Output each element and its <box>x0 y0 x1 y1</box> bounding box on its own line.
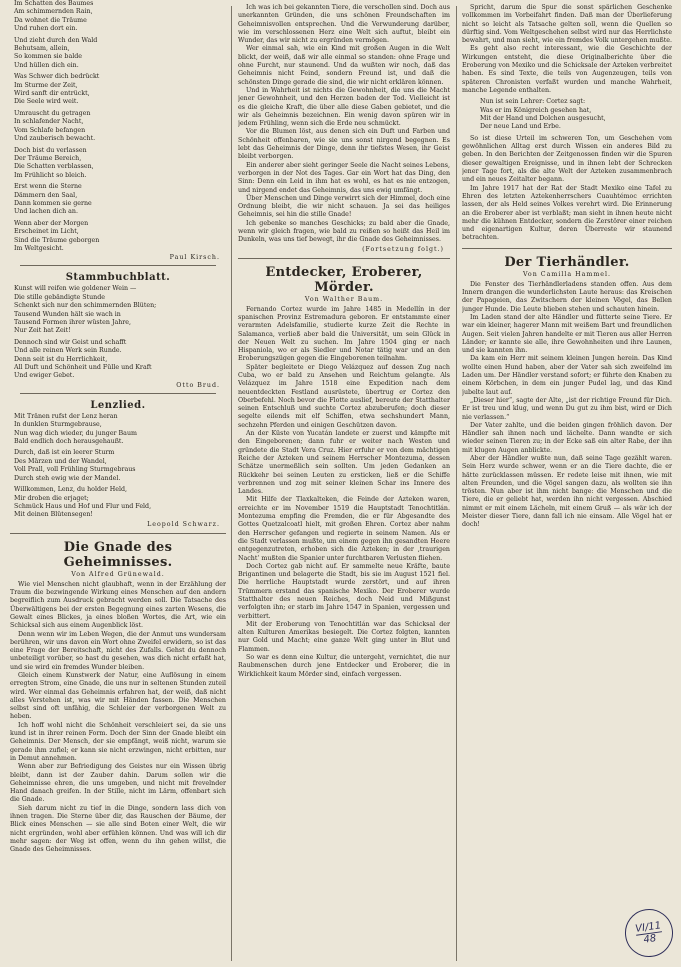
article-byline: Von Alfred Grünewald. <box>71 570 165 578</box>
poem-author: Leopold Schwarz. <box>147 520 220 528</box>
paragraph: Ich hoff wohl nicht die Schönheit verschleiert sei, da sie uns kund ist in ihrer reinen Form. Doch der Sinn der Gnade bleibt ein Geheimnis. Der Mensch, der sie empfängt, weiß nicht, warum sie gerade ihm zufiel; er kann sie nicht erzwingen, nicht erbitten, nur in Demut annehmen. <box>10 721 226 762</box>
poem-stanza: Was Schwer dich bedrückt Im Sturme der Zeit, Wird sanft dir entrückt, Die Seele wird weit. <box>14 73 100 106</box>
column-rule <box>456 6 457 961</box>
poem-stanza: Willkommen, Lenz, du holder Held, Mir droben die erjaget; Schmück Haus und Hof und Flur und Feld, Mit deinen Blütensegen! <box>14 486 152 519</box>
poem-stanza: Im Schatten des Baumes Am schimmernden Rain, Da wohnet die Träume Und ruhen dort ein. <box>14 0 94 33</box>
article-tierhaendler <box>462 255 672 530</box>
paragraph: Wer einmal sah, wie ein Kind mit großen Augen in die Welt blickt, der weiß, daß wir alle einmal so standen: ohne Frage und ohne Furcht, nur staunend. Und da wußten wir noch, daß das Geheimnis nicht Feind, sondern Freund ist, und daß die schönsten Dinge gerade die sind, die wir nicht erklären können. <box>238 45 450 86</box>
quoted-verse: Nun ist sein Lehrer: Cortez sagt: Was er im Königreich gesehen hat, Mit der Hand und Dolchen ausgesucht, Der neue Land und Erbe. <box>480 98 606 131</box>
divider <box>238 258 450 259</box>
paragraph: Gleich einem Kunstwerk der Natur, eine Auflösung in einem erregten Strom, eine Gnade, die uns nur in seltenen Stunden zuteil wird. Wer einmal das Geheimnis erfahren hat, der weiß, daß nicht alles Verstehen ist, was wir mit Händen fassen. Die Menschen selbst sind oft unfähig, die Schleier der verborgenen Welt zu heben. <box>10 671 226 721</box>
paragraph: Fernando Cortez wurde im Jahre 1485 in Medellín in der spanischen Provinz Estremadura geboren. Er entstammte einer verarmten Adelsfamilie, studierte kurze Zeit die Rechte in Salamanca, verließ aber bald die Universität, um sein Glück in der Neuen Welt zu suchen. Im Jahre 1504 ging er nach Hispaniola, wo er als Siedler und Notar tätig war und an den Eroberungszügen gegen die Eingeborenen teilnahm. <box>238 305 450 363</box>
column-middle <box>238 0 450 967</box>
paragraph: Ich was ich bei gekannten Tiere, die verschollen sind. Doch aus unerkannten Gründen, die uns schönen Freundschaften im Geheimnisvollen entsprechen. Und die Verwunderung darüber, wie im verschlossenen Herz eine Welt sich auftut, bleibt ein Wunder, das wir nicht zu ergründen vermögen. <box>238 4 450 45</box>
paragraph: Wie viel Menschen nicht glaubhaft, wenn in der Erzählung der Traum die bezwingende Wirkung eines Menschen auf den andern begreiflich zum Ausdruck gebracht werden soll. Die Tatsache des Überwältigens bei der ersten Begegnung eines zarten Wesens, die Gewalt eines Blickes, ja eines bloßen Wortes, die Art, wie ein Schicksal sich aus einem Augenblick löst. <box>10 580 226 630</box>
article-entdecker <box>238 265 450 679</box>
divider <box>10 533 226 534</box>
poem-stanza: Erst wenn die Sterne Dämmern den Saal, Dann kommen sie gerne Und lachen dich an. <box>14 183 92 216</box>
stamp-line: VI/11 <box>634 919 662 935</box>
paragraph: Vor die Blumen löst, aus denen sich ein Duft und Farben und Schönheit offenbaren, wie sie uns sonst nirgend begegnen. Es lebt das Geheimnis der Dinge, denn ihr tiefstes Wesen, ihr Geist bleibt verborgen. <box>238 128 450 161</box>
paragraph: Später begleitete er Diego Velázquez auf dessen Zug nach Cuba, wo er bald zu Ansehen und Reichtum gelangte. Als Velázquez im Jahre 1518 eine Expedition nach dem neuentdeckten Festland ausrüstete, übertrug er Cortez den Oberbefehl. Noch bevor die Flotte auslief, bereute der Statthalter seinen Entschluß und suchte Cortez abzuberufen; doch dieser segelte eilends mit elf Schiffen, etwa sechshundert Mann, sechzehn Pferden und einigen Geschützen davon. <box>238 363 450 429</box>
poem-stanza: Mit Tränen rufst der Lenz heran In dunklen Sturmgebrause, Nun wag dich wieder, du junger Baum Bald endlich doch herausgehaußt. <box>14 412 137 446</box>
paragraph: Und in Wahrheit ist nichts die Gewohnheit, die uns die Macht jener Gewohnheit, und den Herzen baden der Tod. Vielleicht ist es die gleiche Kraft, die über alle diese Gaben gebietet, und die wir als Geheimnis bezeichnen. Ein wenig davon spüren wir in jedem Frühling, wenn sich die Erde neu schmückt. <box>238 86 450 128</box>
poem-stammbuchblatt <box>10 272 226 388</box>
paragraph: Im Jahre 1917 hat der Rat der Stadt Mexiko eine Tafel zu Ehren des letzten Aztekenherrschers Cuauhtémoc errichten lassen, der als Held seines Volkes verehrt wird. Die Erinnerung an die Eroberer aber ist verblaßt; man sieht in ihnen heute nicht mehr die kühnen Entdecker, sondern die Zerstörer einer reichen und eigenartigen Kultur, deren Überreste wir staunend betrachten. <box>462 184 672 242</box>
paragraph: Wenn aber zur Befriedigung des Geistes nur ein Wissen übrig bleibt, dann ist der Zauber dahin. Darum sollen wir die Geheimnisse ehren, die uns umgeben, und nicht mit frevelnder Hand danach greifen. In der Stille, nicht im Lärm, offenbart sich die Gnade. <box>10 763 226 804</box>
paragraph: Ein anderer aber sieht geringer Seele die Nacht seines Lebens, verborgen in der Not des Tages. Gar ein Wort hat das Ding, den Sinn: Denn ein Leid in ihm hat es wohl, es hat es nie entzogen, und nirgend endet das Geheimnis, das uns ewig umfängt. <box>238 161 450 194</box>
paragraph: Aber der Händler wußte nun, daß seine Tage gezählt waren. Sein Herz wurde schwer, wenn er an die Tiere dachte, die er hätte zurücklassen müssen. Er redete leise mit ihnen, wie mit alten Freunden, und die Vögel sangen dazu, als wollten sie ihn trösten. Nun aber ist ihm nicht bange: die Menschen und die Tiere, die er geliebt hat, werden ihn nicht vergessen. Abschied nimmt er mit einem Lächeln, mit einem Gruß — als wär ich der Meister dieser Tiere, dann fall ich nie einsam. Alle Vögel hat er doch! <box>462 454 672 529</box>
divider <box>20 393 216 394</box>
column-left <box>10 0 226 967</box>
paragraph: Doch Cortez gab nicht auf. Er sammelte neue Kräfte, baute Brigantinen und belagerte die Stadt, bis sie im August 1521 fiel. Die herrliche Hauptstadt wurde zerstört, und auf ihren Trümmern erstand das spanische Mexiko. Der Eroberer wurde Statthalter des neuen Reiches, doch Neid und Mißgunst verfolgten ihn; er starb im Jahre 1547 in Spanien, vergessen und verbittert. <box>238 562 450 620</box>
article-headline: Die Gnade des Geheimnisses. <box>63 539 173 570</box>
poem-title: Stammbuchblatt. <box>65 272 171 284</box>
paragraph: An der Küste von Yucatán landete er zuerst und kämpfte mit den Eingeborenen; dann fuhr er weiter nach Westen und gründete die Stadt Vera Cruz. Hier erfuhr er von dem mächtigen Reiche der Azteken und seinem Herrscher Montezuma, dessen Schätze unermeßlich sein sollten. Um jeden Gedanken an Rückkehr bei seinen Leuten zu ersticken, ließ er die Schiffe verbrennen und zog mit seiner kleinen Schar ins Innere des Landes. <box>238 430 450 496</box>
paragraph: Mit Hilfe der Tlaxkalteken, die Feinde der Azteken waren, erreichte er im November 1519 die Hauptstadt Tenochtitlán. Montezuma empfing die Fremden, die er für Abgesandte des Gottes Quetzalcoatl hielt, mit großen Ehren. Cortez aber nahm den Herrscher gefangen und regierte in seinem Namen. Als er die Stadt verlassen mußte, um einem gegen ihn gesandten Heere entgegenzutreten, erhoben sich die Azteken; in der ‚traurigen Nacht‘ mußten die Spanier unter furchtbaren Verlusten fliehen. <box>238 496 450 562</box>
story-gnade <box>10 540 226 855</box>
paragraph: Der Vater zahlte, und die beiden gingen fröhlich davon. Der Händler sah ihnen nach und lächelte. Dann wandte er sich wieder seinen Tieren zu; in der Ecke saß ein alter Rabe, der ihn mit klugen Augen anblickte. <box>462 421 672 454</box>
paragraph: So war es denn eine Kultur, die untergeht, vernichtet, die nur Raubmenschen durch jene Entdecker und Eroberer, die in Wirklichkeit kaum Mörder sind, einfach vergessen. <box>238 654 450 678</box>
article-byline: Von Camilla Hammel. <box>522 270 612 278</box>
poem-stanza: Durch, daß ist ein leerer Sturm Des Märzen und der Wandel, Voll Prall, voll Frühling Sturmgebraus Durch steh ewig wie der Mandel. <box>14 449 136 482</box>
poem-traeume <box>10 0 226 261</box>
paragraph: Im Laden stand der alte Händler und fütterte seine Tiere. Er war ein kleiner, hagerer Mann mit weißem Bart und freundlichen Augen. Seit vielen Jahren handelte er mit Tieren aus aller Herren Länder; er kannte sie alle, ihre Gewohnheiten und ihre Launen, und sie kannten ihn. <box>462 313 672 355</box>
continuation-note: (Fortsetzung folgt.) <box>362 245 444 253</box>
article-entdecker-continued <box>462 4 672 243</box>
paragraph: Denn wenn wir im Leben Wegen, die der Anmut uns wundersam berühren, wir uns davon ein Wort ohne Zweifel erwidern, so ist das eine Frage der Bereitschaft, nicht des Zufalls. Gehst du dennoch unbeteiligt vorüber, so hast du gesehen, was dich nicht erfaßt hat, und sie wird ein fremdes Wunder bleiben. <box>10 630 226 671</box>
article-byline: Von Walther Baum. <box>304 295 384 303</box>
paragraph: Spricht, darum die Spur die sonst spärlichen Geschenke vollkommen im Vorbeifahrt finden. Daß man der Überlieferung nicht so leicht als Tatsache gelten soll, wenn die Quellen so dürftig sind. Vom Weltgeschehen selbst wird nur das Herrlichste bewahrt, und man sieht, wie ein fremdes Volk untergehen mußte. <box>462 4 672 45</box>
paragraph: Mit der Eroberung von Tenochtitlán war das Schicksal der alten Kulturen Amerikas besiegelt. Die Cortez folgten, kannten nur Gold und Macht; eine ganze Welt ging unter in Blut und Flammen. <box>238 620 450 653</box>
paragraph: Es geht also recht interessant, wie die Geschichte der Wirkungen entsteht, die diese Originalberichte über die Eroberung von Mexiko und die Schicksale der Azteken verbreitet haben. Es sind Texte, die teils von Augenzeugen, teils von späteren Chronisten verfaßt wurden und manche Wahrheit, manche Legende enthalten. <box>462 45 672 94</box>
poem-stanza: Und zieht durch den Wald Behutsam, allein, So kommen sie balde Und hüllen dich ein. <box>14 36 98 69</box>
article-headline: Entdecker, Eroberer, Mörder. <box>265 264 423 295</box>
poem-stanza: Doch bist du verlassen Der Träume Bereich, Die Schatten verblassen, Im Frühlicht so bleich. <box>14 146 94 179</box>
paragraph: So ist diese Urteil im schweren Ton, um Geschehen vom gewöhnlichen Alltag erst durch Wissen ein anderes Bild zu geben. In den Berichten der Zeitgenossen finden wir die Spuren dieser gewaltigen Ereignisse, und in ihnen lebt der Schrecken jener Tage fort, als die alte Welt der Azteken zusammenbrach und ein neues Zeitalter begann. <box>462 134 672 184</box>
column-rule <box>231 6 232 961</box>
paragraph: Da kam ein Herr mit seinem kleinen Jungen herein. Das Kind wollte einen Hund haben, aber der Vater sah sich zweifelnd im Laden um. Der Händler verstand sofort; er führte den Knaben zu einem Körbchen, in dem ein junger Pudel lag, und das Kind jubelte laut auf. <box>462 355 672 396</box>
paragraph: „Dieser hier“, sagte der Alte, „ist der richtige Freund für Dich. Er ist treu und klug, und wenn Du gut zu ihm bist, wird er Dich nie verlassen.“ <box>462 396 672 421</box>
story-gnade-continued <box>238 4 450 253</box>
paragraph: Sieh darum nicht zu tief in die Dinge, sondern lass dich von ihnen tragen. Die Sterne über dir, das Rauschen der Bäume, der Blick eines Menschen — sie alle sind Boten einer Welt, die wir nicht ergründen, wohl aber erfühlen können. Und was will ich dir mehr sagen: der Weg ist offen, wenn du ihn gehen willst, die Gnade des Geheimnisses. <box>10 804 226 854</box>
article-headline: Der Tierhändler. <box>504 254 630 270</box>
paragraph: Über Menschen und Dinge verwirrt sich der Himmel, doch eine Ordnung bleibt, die wir nicht schauen. Ja sei das heiliges Geheimnis, sei hin die stille Gnade! <box>238 194 450 219</box>
poem-stanza: Wenn aber der Morgen Erscheinet im Licht, Sind die Träume geborgen Im Weltgesicht. <box>14 219 100 252</box>
poem-stanza: Dennoch sind wir Geist und schafft Und alle reinen Werk sein Runde. Denn seit ist du Herrlichkeit, All Duft und Schönheit und Fülle und Kraft Und ewiger Gebet. <box>14 338 152 380</box>
poem-author: Otto Brud. <box>176 381 220 389</box>
poem-author: Paul Kirsch. <box>169 254 220 262</box>
stamp-line: 48 <box>642 932 657 946</box>
poem-title: Lenzlied. <box>90 399 146 411</box>
poem-stanza: Kunst will reifen wie goldener Wein — Die stille gebändigte Stunde Schenkt sich nur den schimmernden Blüten; Tausend Wunden hält sie wach in Tausend Formen ihrer wüsten Jahre, Nur Zeit hat Zeit! <box>14 285 157 335</box>
paragraph: Ich gebenke so manches Geschicks; zu bald aber die Gnade, wenn wir gleich fragen, wie bald zu reißen so heißt das Heil im Dunkeln, was uns tief bewegt, ihr die Gnade des Geheimnisses. <box>238 219 450 244</box>
divider <box>20 265 216 266</box>
poem-lenzlied <box>10 400 226 528</box>
poem-stanza: Umrauscht du getragen In schlafender Nacht, Vom Schlafe befangen Und zauberisch bewacht. <box>14 109 96 143</box>
column-right <box>462 0 672 967</box>
paragraph: Die Fenster des Tierhändlerladens standen offen. Aus dem Innern drangen die wunderlichsten Laute heraus: das Kreischen der Papageien, das Zwitschern der kleinen Vögel, das Bellen junger Hunde. Die Leute blieben stehen und schauten hinein. <box>462 280 672 313</box>
divider <box>462 248 672 249</box>
